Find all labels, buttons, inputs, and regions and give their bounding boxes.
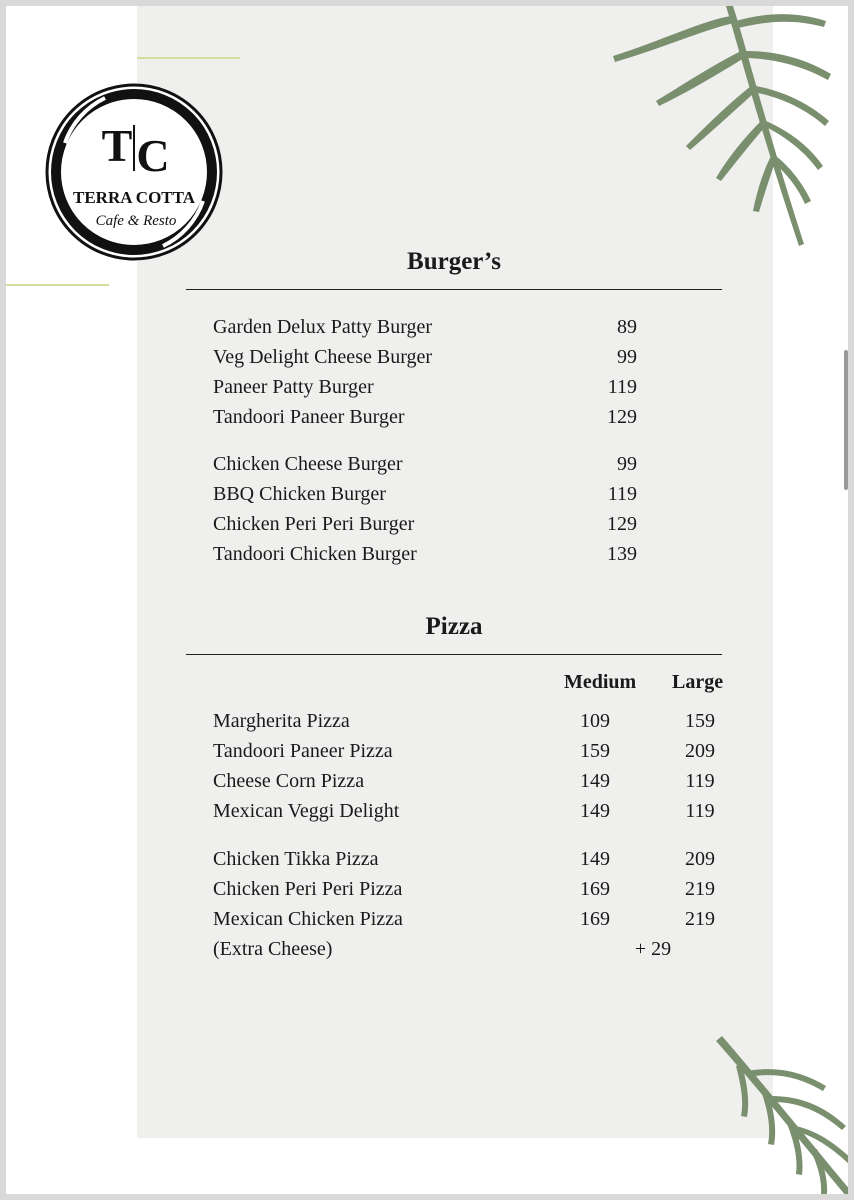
item-price: 139 xyxy=(607,543,637,565)
item-price: 119 xyxy=(607,483,637,505)
item-price-large: 119 xyxy=(685,770,715,792)
item-name: Margherita Pizza xyxy=(213,710,350,732)
accent-line xyxy=(137,57,240,59)
section-divider xyxy=(186,654,722,655)
item-price-medium: 169 xyxy=(580,878,610,900)
item-name: Cheese Corn Pizza xyxy=(213,770,365,792)
item-price-large: 159 xyxy=(685,710,715,732)
item-price: 129 xyxy=(607,406,637,428)
item-price: 99 xyxy=(617,453,637,475)
fern-leaf-icon xyxy=(591,6,848,256)
menu-page xyxy=(6,6,848,1194)
item-price: 89 xyxy=(617,316,637,338)
logo-brand-name: TERRA COTTA xyxy=(72,188,196,207)
item-name: Veg Delight Cheese Burger xyxy=(213,346,433,368)
item-name: Tandoori Paneer Pizza xyxy=(213,740,393,762)
item-price-large: 119 xyxy=(685,800,715,822)
column-header-medium: Medium xyxy=(564,671,637,693)
item-price-large: 219 xyxy=(685,878,715,900)
item-price-medium: 159 xyxy=(580,740,610,762)
item-price-medium: 149 xyxy=(580,848,610,870)
item-price: 129 xyxy=(607,513,637,535)
item-price: 119 xyxy=(607,376,637,398)
item-name: (Extra Cheese) xyxy=(213,938,333,960)
scrollbar-thumb[interactable] xyxy=(844,350,848,490)
item-price-medium: 109 xyxy=(580,710,610,732)
item-name: Garden Delux Patty Burger xyxy=(213,316,433,338)
logo-tagline: Cafe & Resto xyxy=(95,213,177,229)
item-name: Chicken Peri Peri Pizza xyxy=(213,878,403,900)
item-name: Mexican Veggi Delight xyxy=(213,800,400,822)
section-divider xyxy=(186,289,722,290)
terra-cotta-logo xyxy=(45,83,223,261)
item-name: Chicken Peri Peri Burger xyxy=(213,513,415,535)
item-price: + 29 xyxy=(634,938,672,960)
item-price-medium: 149 xyxy=(580,800,610,822)
accent-line xyxy=(6,284,109,286)
section-title-pizza: Pizza xyxy=(425,613,483,640)
item-price: 99 xyxy=(617,346,637,368)
item-price-medium: 169 xyxy=(580,908,610,930)
logo-initial-right: C xyxy=(136,130,170,181)
item-name: Tandoori Paneer Burger xyxy=(213,406,405,428)
item-price-large: 209 xyxy=(685,848,715,870)
item-price-medium: 149 xyxy=(580,770,610,792)
item-name: Chicken Tikka Pizza xyxy=(213,848,379,870)
item-name: Paneer Patty Burger xyxy=(213,376,374,398)
column-header-large: Large xyxy=(672,671,724,693)
item-name: Chicken Cheese Burger xyxy=(213,453,403,475)
section-title-burgers: Burger’s xyxy=(407,248,501,275)
item-price-large: 209 xyxy=(685,740,715,762)
item-price-large: 219 xyxy=(685,908,715,930)
logo-initial-left: T xyxy=(101,120,133,171)
item-name: Tandoori Chicken Burger xyxy=(213,543,417,565)
item-name: BBQ Chicken Burger xyxy=(213,483,386,505)
fern-leaf-icon xyxy=(706,1036,848,1194)
item-name: Mexican Chicken Pizza xyxy=(213,908,403,930)
